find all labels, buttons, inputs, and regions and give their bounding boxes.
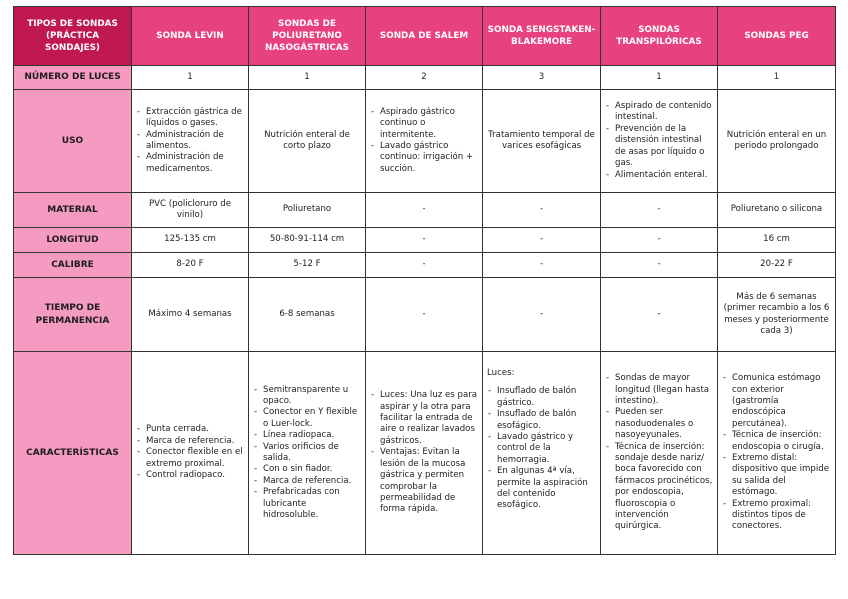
list-item: - Técnica de inserción: sondaje desde nariz/ boca favorecido con fármacos procinéticos, por endoscopia, fluoroscopia o intervención quirúrgica. (605, 442, 713, 533)
list-item: - Lavado gástrico y control de la hemorragia. (487, 432, 596, 466)
cell-caracteristicas-peg (718, 352, 836, 555)
list-item: - Conector en Y flexible o Luer-lock. (253, 407, 361, 430)
row-header-uso: USO (14, 90, 132, 193)
list-caracteristicas-transpiloricas (605, 373, 713, 533)
corner-header: TIPOS DE SONDAS (PRÁCTICA SONDAJES) (14, 7, 132, 66)
cell-calibre-levin: 8-20 F (132, 253, 249, 278)
list-item: - Extracción gástrica de líquidos o gases. (136, 107, 244, 130)
cell-uso-levin (132, 90, 249, 193)
cell-luces-poliuretano: 1 (249, 66, 366, 90)
list-item: - Lavado gástrico continuo: irrigación + succión. (370, 141, 478, 175)
row-header-tiempo: TIEMPO DE PERMANENCIA (14, 278, 132, 352)
list-item: - Administración de alimentos. (136, 130, 244, 153)
row-header-material: MATERIAL (14, 193, 132, 228)
cell-caracteristicas-poliuretano (249, 352, 366, 555)
row-uso (14, 90, 836, 193)
list-item: - Técnica de inserción: endoscopia o cirugía. (722, 430, 831, 453)
cell-calibre-salem: - (366, 253, 483, 278)
list-caracteristicas-peg (722, 373, 831, 533)
list-caracteristicas-salem (370, 390, 478, 515)
list-caracteristicas-sengstaken (487, 386, 596, 511)
cell-longitud-transpiloricas: - (601, 228, 718, 253)
list-item: - Varios orificios de salida. (253, 442, 361, 465)
cell-tiempo-levin: Máximo 4 semanas (132, 278, 249, 352)
list-item: - Extremo distal: dispositivo que impide su salida del estómago. (722, 453, 831, 499)
cell-uso-peg: Nutrición enteral en un periodo prolongado (718, 90, 836, 193)
cell-tiempo-peg: Más de 6 semanas (primer recambio a los 6 meses y posteriormente cada 3) (718, 278, 836, 352)
cell-material-sengstaken: - (483, 193, 601, 228)
list-item: - Línea radiopaca. (253, 430, 361, 441)
cell-tiempo-poliuretano: 6-8 semanas (249, 278, 366, 352)
row-longitud (14, 228, 836, 253)
row-luces (14, 66, 836, 90)
row-header-caracteristicas: CARACTERÍSTICAS (14, 352, 132, 555)
cell-luces-sengstaken: 3 (483, 66, 601, 90)
list-item: - Control radiopaco. (136, 470, 244, 481)
column-header-sengstaken: SONDA SENGSTAKEN-BLAKEMORE (483, 7, 601, 66)
list-item: - Sondas de mayor longitud (llegan hasta intestino). (605, 373, 713, 407)
list-item: - Conector flexible en el extremo proximal. (136, 447, 244, 470)
cell-longitud-sengstaken: - (483, 228, 601, 253)
list-item: - Marca de referencia. (253, 476, 361, 487)
cell-tiempo-salem: - (366, 278, 483, 352)
cell-luces-peg: 1 (718, 66, 836, 90)
list-item: - En algunas 4ª vía, permite la aspiración del contenido esofágico. (487, 466, 596, 512)
list-item: - Pueden ser nasoduodenales o nasoyeyunales. (605, 407, 713, 441)
cell-longitud-levin: 125-135 cm (132, 228, 249, 253)
row-caracteristicas (14, 352, 836, 555)
row-header-calibre: CALIBRE (14, 253, 132, 278)
list-item: - Prefabricadas con lubricante hidrosoluble. (253, 487, 361, 521)
cell-calibre-poliuretano: 5-12 F (249, 253, 366, 278)
cell-luces-transpiloricas: 1 (601, 66, 718, 90)
sondas-table (13, 6, 836, 555)
row-tiempo (14, 278, 836, 352)
cell-luces-salem: 2 (366, 66, 483, 90)
cell-material-poliuretano: Poliuretano (249, 193, 366, 228)
cell-calibre-transpiloricas: - (601, 253, 718, 278)
list-item: - Aspirado gástrico continuo o intermitente. (370, 107, 478, 141)
luces-title: Luces: (487, 368, 515, 378)
cell-tiempo-transpiloricas: - (601, 278, 718, 352)
row-header-longitud: LONGITUD (14, 228, 132, 253)
cell-luces-levin: 1 (132, 66, 249, 90)
list-uso-transpiloricas (605, 101, 713, 181)
cell-longitud-poliuretano: 50-80-91-114 cm (249, 228, 366, 253)
list-caracteristicas-poliuretano (253, 385, 361, 522)
cell-uso-sengstaken: Tratamiento temporal de varices esofágicas (483, 90, 601, 193)
row-material (14, 193, 836, 228)
list-item: - Alimentación enteral. (605, 170, 713, 181)
header-row (14, 7, 836, 66)
row-header-luces: NÚMERO DE LUCES (14, 66, 132, 90)
column-header-poliuretano: SONDAS DE POLIURETANO NASOGÁSTRICAS (249, 7, 366, 66)
list-uso-salem (370, 107, 478, 175)
cell-caracteristicas-levin (132, 352, 249, 555)
cell-caracteristicas-transpiloricas (601, 352, 718, 555)
column-header-transpiloricas: SONDAS TRANSPILÓRICAS (601, 7, 718, 66)
list-item: - Semitransparente u opaco. (253, 385, 361, 408)
list-item: - Prevención de la distensión intestinal de asas por líquido o gas. (605, 124, 713, 170)
cell-caracteristicas-salem (366, 352, 483, 555)
list-item: - Punta cerrada. (136, 424, 244, 435)
list-item: - Ventajas: Evitan la lesión de la mucosa gástrica y permiten comprobar la permeabilidad de forma rápida. (370, 447, 478, 515)
cell-tiempo-sengstaken: - (483, 278, 601, 352)
list-item: - Insuflado de balón gástrico. (487, 386, 596, 409)
list-item: - Comunica estómago con exterior (gastromía endoscópica percutánea). (722, 373, 831, 430)
list-item: - Administración de medicamentos. (136, 152, 244, 175)
cell-calibre-sengstaken: - (483, 253, 601, 278)
cell-uso-salem (366, 90, 483, 193)
row-calibre (14, 253, 836, 278)
cell-uso-poliuretano: Nutrición enteral de corto plazo (249, 90, 366, 193)
cell-longitud-salem: - (366, 228, 483, 253)
cell-caracteristicas-sengstaken (483, 352, 601, 555)
list-item: - Con o sin fiador. (253, 464, 361, 475)
cell-material-peg: Poliuretano o silicona (718, 193, 836, 228)
list-item: - Marca de referencia. (136, 436, 244, 447)
cell-uso-transpiloricas (601, 90, 718, 193)
column-header-salem: SONDA DE SALEM (366, 7, 483, 66)
cell-material-transpiloricas: - (601, 193, 718, 228)
list-caracteristicas-levin (136, 424, 244, 481)
column-header-peg: SONDAS PEG (718, 7, 836, 66)
cell-calibre-peg: 20-22 F (718, 253, 836, 278)
list-item: - Extremo proximal: distintos tipos de conectores. (722, 499, 831, 533)
list-item: - Luces: Una luz es para aspirar y la otra para facilitar la entrada de aire o realizar lavados gástricos. (370, 390, 478, 447)
cell-material-levin: PVC (policloruro de vinilo) (132, 193, 249, 228)
list-item: - Insuflado de balón esofágico. (487, 409, 596, 432)
cell-longitud-peg: 16 cm (718, 228, 836, 253)
list-uso-levin (136, 107, 244, 175)
list-item: - Aspirado de contenido intestinal. (605, 101, 713, 124)
cell-material-salem: - (366, 193, 483, 228)
column-header-levin: SONDA LEVIN (132, 7, 249, 66)
